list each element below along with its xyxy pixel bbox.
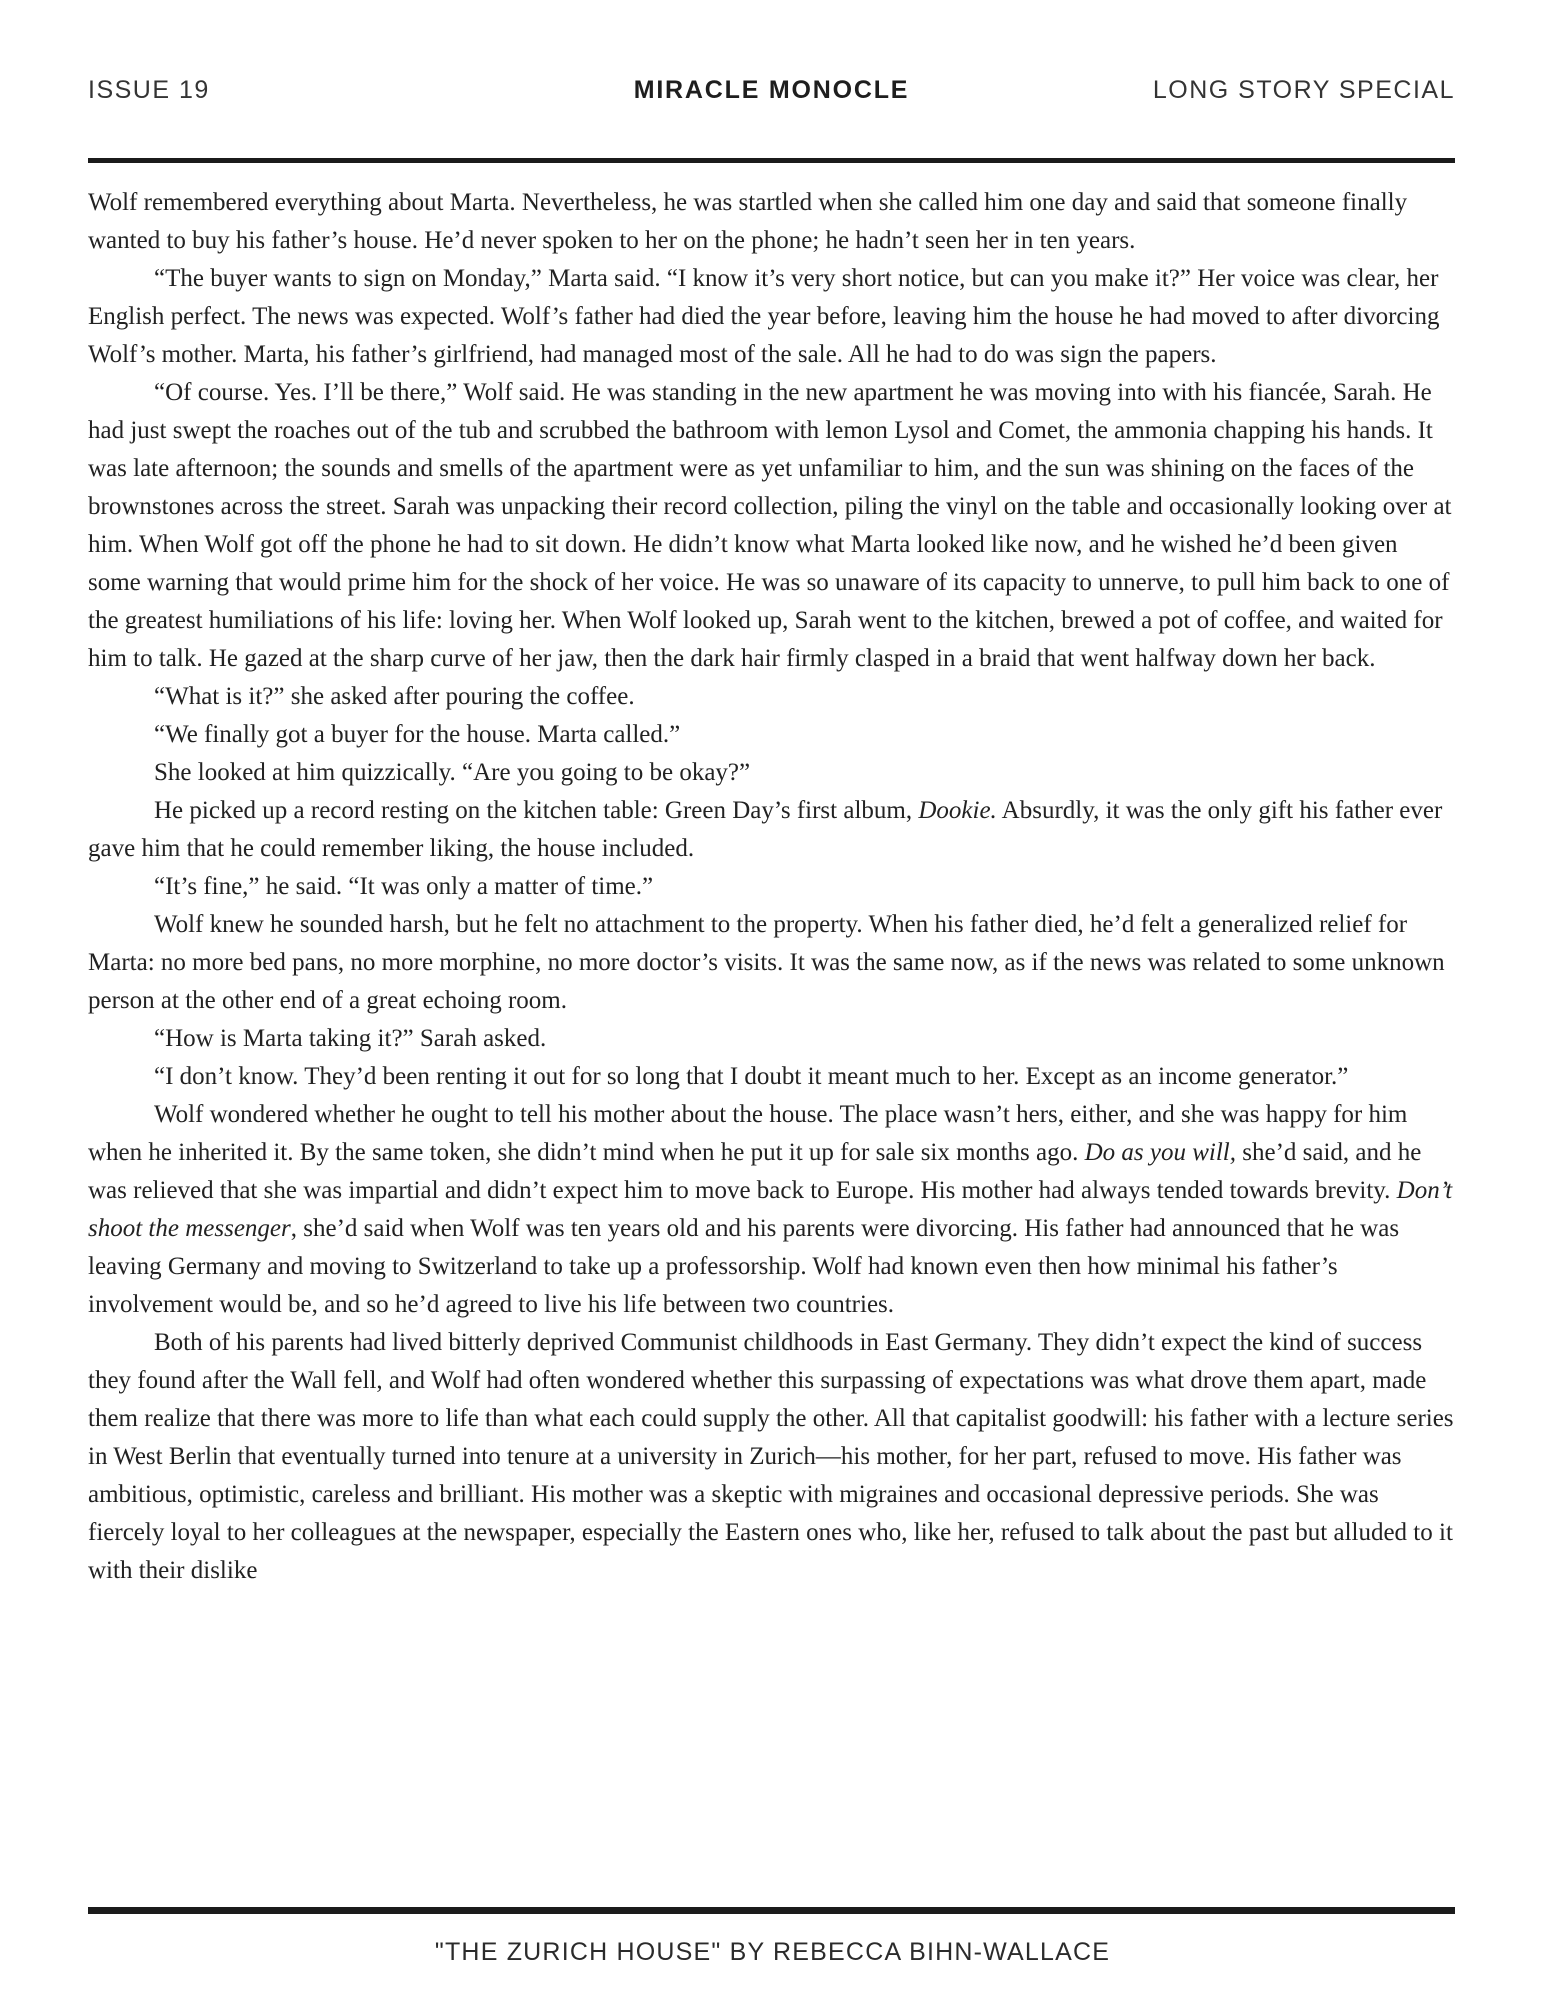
story-paragraph	[88, 184, 1456, 260]
page-footer	[0, 1938, 1545, 1967]
story-paragraph	[88, 754, 1456, 792]
story-paragraph	[88, 678, 1456, 716]
story-attribution: "THE ZURICH HOUSE" BY REBECCA BIHN-WALLACE	[434, 1938, 1111, 1966]
story-run-italic: Do as you will,	[1084, 1139, 1237, 1166]
story-run: She looked at him quizzically. “Are you going to be okay?”	[154, 759, 751, 786]
story-paragraph	[88, 1096, 1456, 1324]
issue-label: ISSUE 19	[88, 75, 210, 104]
story-paragraph	[88, 868, 1456, 906]
story-run: “Of course. Yes. I’ll be there,” Wolf said. He was standing in the new apartment he was moving into with his fiancée, Sarah. He had just swept the roaches out of the tub and scrubbed the bathroom with lemon Lysol and Comet, the ammonia chapping his hands. It was late afternoon; the sounds and smells of the apartment were as yet unfamiliar to him, and the sun was shining on the faces of the brownstones across the street. Sarah was unpacking their record collection, piling the vinyl on the table and occasionally looking over at him. When Wolf got off the phone he had to sit down. He didn’t know what Marta looked like now, and he wished he’d been given some warning that would prime him for the shock of her voice. He was so unaware of its capacity to unnerve, to pull him back to one of the greatest humiliations of his life: loving her. When Wolf looked up, Sarah went to the kitchen, brewed a pot of coffee, and waited for him to talk. He gazed at the sharp curve of her jaw, then the dark hair firmly clasped in a braid that went halfway down her back.	[88, 379, 1452, 672]
story-run: “We finally got a buyer for the house. Marta called.”	[154, 721, 681, 748]
footer-rule	[88, 1907, 1455, 1914]
section-label: LONG STORY SPECIAL	[1152, 75, 1455, 104]
page-header	[88, 70, 1455, 110]
story-paragraph	[88, 906, 1456, 1020]
story-paragraph	[88, 1324, 1456, 1590]
story-run: “It’s fine,” he said. “It was only a matter of time.”	[154, 873, 654, 900]
magazine-title: MIRACLE MONOCLE	[633, 75, 910, 104]
story-run: “What is it?” she asked after pouring the coffee.	[154, 683, 635, 710]
story-run: He picked up a record resting on the kitchen table: Green Day’s first album,	[154, 797, 919, 824]
story-run-italic: Don’t shoot the messenger	[88, 1177, 1453, 1242]
story-paragraph	[88, 1058, 1456, 1096]
story-run: “How is Marta taking it?” Sarah asked.	[154, 1025, 547, 1052]
story-run-italic: Dookie.	[918, 797, 997, 824]
story-run: “The buyer wants to sign on Monday,” Marta said. “I know it’s very short notice, but can you make it?” Her voice was clear, her English perfect. The news was expected. Wolf’s father had died the year before, leaving him the house he had moved to after divorcing Wolf’s mother. Marta, his father’s girlfriend, had managed most of the sale. All he had to do was sign the papers.	[88, 265, 1440, 368]
story-run: she’d said, and he was relieved that she was impartial and didn’t expect him to move back to Europe. His mother had always tended towards brevity.	[88, 1139, 1422, 1204]
story-paragraph	[88, 374, 1456, 678]
story-paragraph	[88, 1020, 1456, 1058]
header-rule	[88, 158, 1455, 163]
story-run: Wolf remembered everything about Marta. Nevertheless, he was startled when she called him one day and said that someone finally wanted to buy his father’s house. He’d never spoken to her on the phone; he hadn’t seen her in ten years.	[88, 189, 1408, 254]
story-paragraph	[88, 792, 1456, 868]
story-paragraph	[88, 716, 1456, 754]
story-run: Wolf wondered whether he ought to tell his mother about the house. The place wasn’t hers, either, and she was happy for him when he inherited it. By the same token, she didn’t mind when he put it up for sale six months ago.	[88, 1101, 1408, 1166]
story-run: Absurdly, it was the only gift his father ever gave him that he could remember liking, the house included.	[88, 797, 1443, 862]
story-text	[88, 184, 1456, 1900]
story-run: Wolf knew he sounded harsh, but he felt no attachment to the property. When his father died, he’d felt a generalized relief for Marta: no more bed pans, no more morphine, no more doctor’s visits. It was the same now, as if the news was related to some unknown person at the other end of a great echoing room.	[88, 911, 1445, 1014]
story-paragraph	[88, 260, 1456, 374]
story-run: , she’d said when Wolf was ten years old and his parents were divorcing. His father had announced that he was leaving Germany and moving to Switzerland to take up a professorship. Wolf had known even then how minimal his father’s involvement would be, and so he’d agreed to live his life between two countries.	[88, 1215, 1400, 1318]
story-run: “I don’t know. They’d been renting it out for so long that I doubt it meant much to her. Except as an income generator.”	[154, 1063, 1349, 1090]
story-run: Both of his parents had lived bitterly deprived Communist childhoods in East Germany. They didn’t expect the kind of success they found after the Wall fell, and Wolf had often wondered whether this surpassing of expectations was what drove them apart, made them realize that there was more to life than what each could supply the other. All that capitalist goodwill: his father with a lecture series in West Berlin that eventually turned into tenure at a university in Zurich—his mother, for her part, refused to move. His father was ambitious, optimistic, careless and brilliant. His mother was a skeptic with migraines and occasional depressive periods. She was fiercely loyal to her colleagues at the newspaper, especially the Eastern ones who, like her, refused to talk about the past but alluded to it with their dislike	[88, 1329, 1454, 1584]
